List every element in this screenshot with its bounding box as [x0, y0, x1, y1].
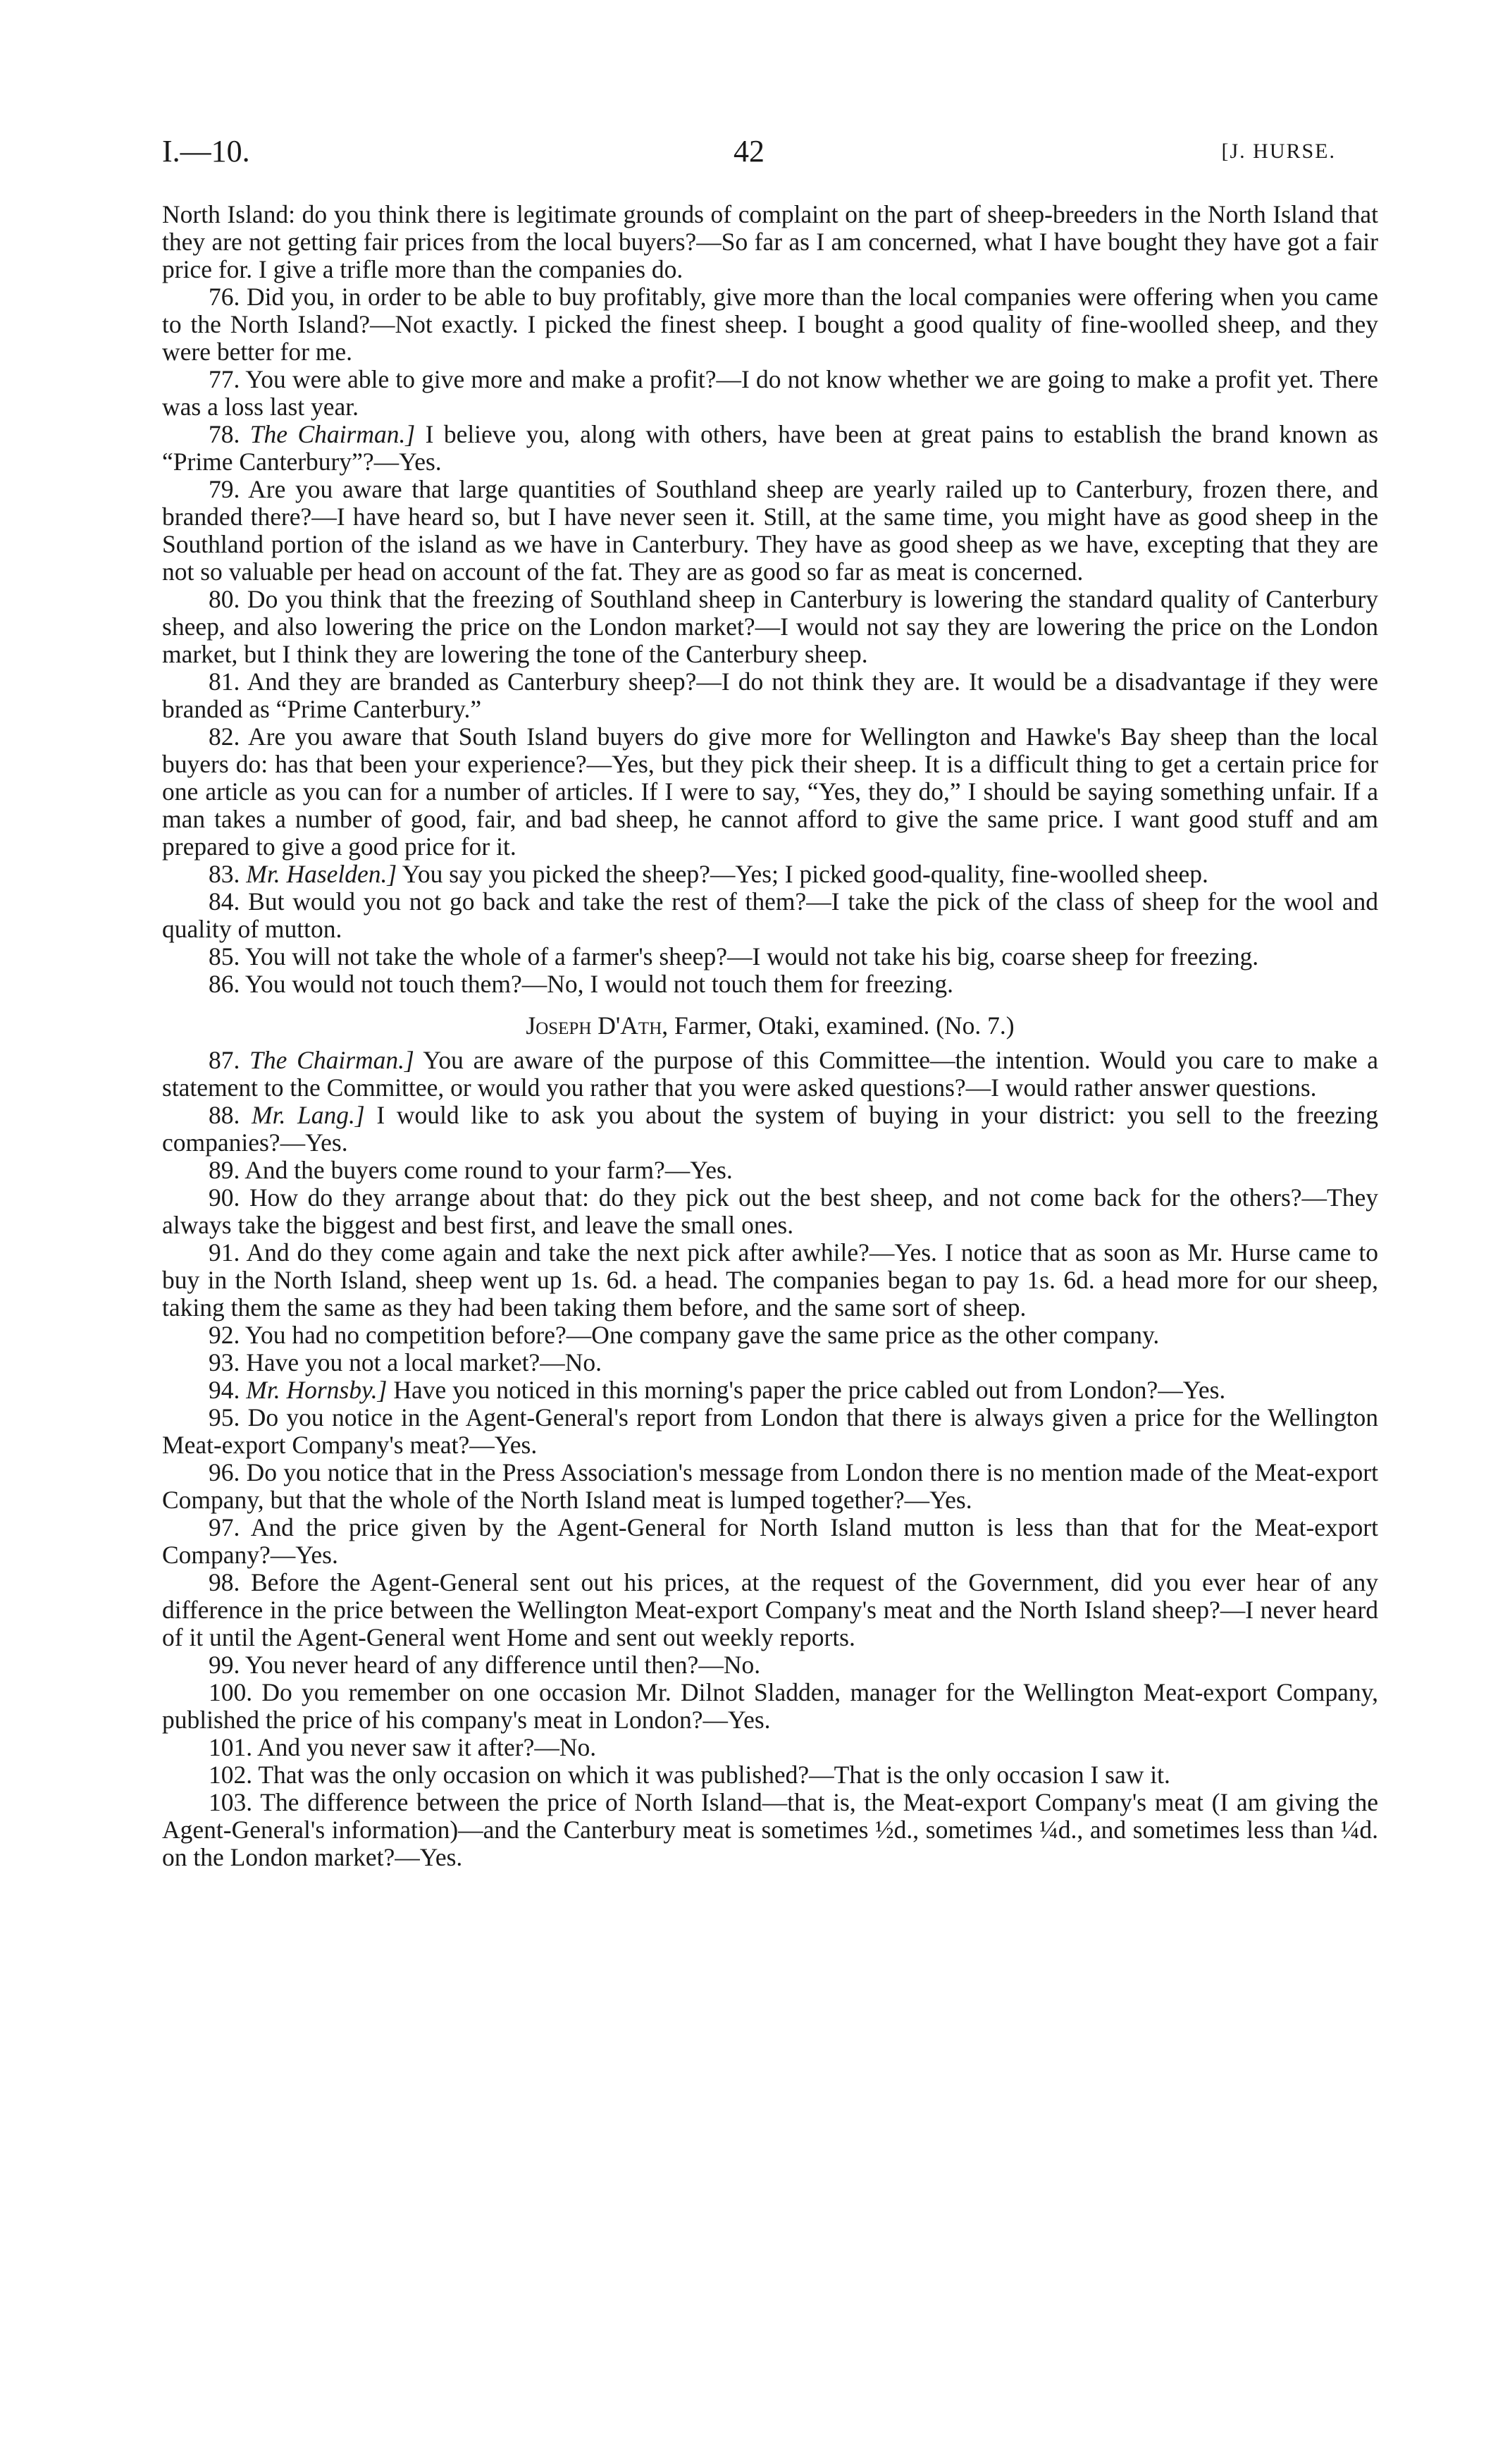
paragraph-text: 80. Do you think that the freezing of Southland sheep in Canterbury is lowering the standard quality of Canterbury sheep, and also lowering the price on the London market?—I would not say they are lowering the price on the London market, but I think they are lowering the tone of the Canterbury sheep.: [162, 585, 1378, 668]
paragraph-number: 87.: [209, 1046, 240, 1074]
document-reference: I.—10.: [162, 134, 250, 168]
paragraph-87: [162, 1047, 1378, 1102]
paragraph-95: [162, 1404, 1378, 1459]
page-header: [162, 127, 1336, 176]
paragraph-text: You are aware of the purpose of this Committee—the intention. Would you care to make a statement to the Committee, or would you rather that you were asked questions?—I would rather answer questions.: [162, 1046, 1379, 1102]
paragraph-101: [162, 1734, 1378, 1761]
paragraph-text: 92. You had no competition before?—One company gave the same price as the other company.: [209, 1321, 1160, 1349]
paragraph-100: [162, 1679, 1378, 1734]
paragraph-90: [162, 1184, 1378, 1239]
paragraph-number: 78.: [209, 420, 240, 448]
paragraph-number: 88.: [209, 1101, 240, 1129]
paragraph-number: 83.: [209, 860, 240, 888]
paragraph-94: [162, 1376, 1378, 1404]
speaker: The Chairman.]: [249, 420, 416, 448]
paragraph-text: 81. And they are branded as Canterbury sheep?—I do not think they are. It would be a disadvantage if they were branded as “Prime Canterbury.”: [162, 667, 1378, 723]
paragraph-97: [162, 1514, 1378, 1569]
paragraph-82: [162, 723, 1378, 861]
witness-details: , Farmer, Otaki, examined. (No. 7.): [662, 1011, 1015, 1040]
paragraph-text: 101. And you never saw it after?—No.: [209, 1733, 597, 1761]
paragraph-85: [162, 943, 1378, 971]
witness-name-header: [J. HURSE.: [1221, 140, 1336, 163]
speaker: Mr. Hornsby.]: [246, 1376, 388, 1404]
paragraph-text: 86. You would not touch them?—No, I would not touch them for freezing.: [209, 970, 953, 998]
document-body: [162, 201, 1378, 1871]
paragraph-text: 90. How do they arrange about that: do they pick out the best sheep, and not come back for the others?—They always take the biggest and best first, and leave the small ones.: [162, 1183, 1378, 1239]
page-number: 42: [733, 134, 765, 168]
paragraph-text: 91. And do they come again and take the next pick after awhile?—Yes. I notice that as soon as Mr. Hurse came to buy in the North Island, sheep went up 1s. 6d. a head. The companies began to pay 1s. 6d. a head more for our sheep, taking them the same as they had been taking them before, and the same sort of sheep.: [162, 1238, 1378, 1322]
paragraph-89: [162, 1157, 1378, 1184]
paragraph-96: [162, 1459, 1378, 1514]
paragraph-88: [162, 1102, 1378, 1157]
paragraph-103: [162, 1789, 1378, 1871]
paragraph-76: [162, 283, 1378, 366]
paragraph-text: 98. Before the Agent-General sent out his prices, at the request of the Government, did you ever hear of any difference in the price between the Wellington Meat-export Company's meat and the North Island sheep?—I never heard of it until the Agent-General went Home and sent out weekly reports.: [162, 1568, 1378, 1651]
paragraph-text: 97. And the price given by the Agent-General for North Island mutton is less than that for the Meat-export Company?—Yes.: [162, 1513, 1378, 1569]
paragraph-84: [162, 888, 1378, 943]
paragraph-78: [162, 421, 1378, 476]
paragraph-77: [162, 366, 1378, 421]
paragraph-text: 84. But would you not go back and take the rest of them?—I take the pick of the class of sheep for the wool and quality of mutton.: [162, 887, 1378, 943]
paragraph-text: 93. Have you not a local market?—No.: [209, 1348, 602, 1376]
paragraph-83: [162, 861, 1378, 888]
paragraph-98: [162, 1569, 1378, 1651]
witness-heading: [162, 1012, 1378, 1040]
paragraph-text: 100. Do you remember on one occasion Mr. Dilnot Sladden, manager for the Wellington Meat-export Company, published the price of his company's meat in London?—Yes.: [162, 1678, 1378, 1734]
paragraph-text: I believe you, along with others, have been at great pains to establish the brand known as “Prime Canterbury”?—Yes.: [162, 420, 1379, 476]
paragraph-text: 85. You will not take the whole of a farmer's sheep?—I would not take his big, coarse sheep for freezing.: [209, 942, 1259, 971]
paragraph-text: 89. And the buyers come round to your farm?—Yes.: [209, 1156, 733, 1184]
paragraph-text: 95. Do you notice in the Agent-General's report from London that there is always given a price for the Wellington Meat-export Company's meat?—Yes.: [162, 1403, 1378, 1459]
paragraph-99: [162, 1651, 1378, 1679]
paragraph-text: 99. You never heard of any difference until then?—No.: [209, 1651, 761, 1679]
paragraph-text: 82. Are you aware that South Island buyers do give more for Wellington and Hawke's Bay sheep than the local buyers do: has that been your experience?—Yes, but they pick their sheep. It is a difficult thing to get a certain price for one article as you can for a number of articles. If I were to say, “Yes, they do,” I should be saying something unfair. If a man takes a number of good, fair, and bad sheep, he cannot afford to give the same price. I want good stuff and am prepared to give a good price for it.: [162, 722, 1378, 861]
paragraph-text: I would like to ask you about the system of buying in your district: you sell to the freezing companies?—Yes.: [162, 1101, 1379, 1157]
paragraph-text: 76. Did you, in order to be able to buy profitably, give more than the local companies were offering when you came to the North Island?—Not exactly. I picked the finest sheep. I bought a good quality of fine-woolled sheep, and they were better for me.: [162, 283, 1378, 366]
paragraph-text: 103. The difference between the price of North Island—that is, the Meat-export Company's meat (I am giving the Agent-General's information)—and the Canterbury meat is sometimes ½d., sometimes ¼d., and sometimes less than ¼d. on the London market?—Yes.: [162, 1788, 1378, 1871]
paragraph-92: [162, 1322, 1378, 1349]
witness-name: Joseph D'Ath: [526, 1011, 662, 1040]
paragraph-number: 94.: [209, 1376, 240, 1404]
paragraph-text: You say you picked the sheep?—Yes; I picked good-quality, fine-woolled sheep.: [402, 860, 1208, 888]
paragraph-102: [162, 1761, 1378, 1789]
paragraph-93: [162, 1349, 1378, 1376]
speaker: The Chairman.]: [249, 1046, 414, 1074]
paragraph-text: 77. You were able to give more and make a profit?—I do not know whether we are going to make a profit yet. There was a loss last year.: [162, 365, 1378, 421]
paragraph-text: 102. That was the only occasion on which it was published?—That is the only occasion I saw it.: [209, 1761, 1170, 1789]
paragraph-79: [162, 476, 1378, 586]
paragraph-text: 96. Do you notice that in the Press Association's message from London there is no mention made of the Meat-export Company, but that the whole of the North Island meat is lumped together?—Yes.: [162, 1458, 1378, 1514]
paragraph-text: Have you noticed in this morning's paper the price cabled out from London?—Yes.: [393, 1376, 1226, 1404]
paragraph-80: [162, 586, 1378, 668]
paragraph-91: [162, 1239, 1378, 1322]
paragraph-text: 79. Are you aware that large quantities of Southland sheep are yearly railed up to Canterbury, frozen there, and branded there?—I have heard so, but I have never seen it. Still, at the same time, you might have as good sheep in the Southland portion of the island as we have in Canterbury. They have as good sheep as we have, excepting that they are not so valuable per head on account of the fat. They are as good so far as meat is concerned.: [162, 475, 1378, 586]
speaker: Mr. Haselden.]: [246, 860, 397, 888]
paragraph-81: [162, 668, 1378, 723]
paragraph-text: North Island: do you think there is legitimate grounds of complaint on the part of sheep-breeders in the North Island that they are not getting fair prices from the local buyers?—So far as I am concerned, what I have bought they have got a fair price for. I give a trifle more than the companies do.: [162, 200, 1378, 283]
paragraph-86: [162, 971, 1378, 998]
speaker: Mr. Lang.]: [252, 1101, 365, 1129]
paragraph-75-continued: [162, 201, 1378, 283]
